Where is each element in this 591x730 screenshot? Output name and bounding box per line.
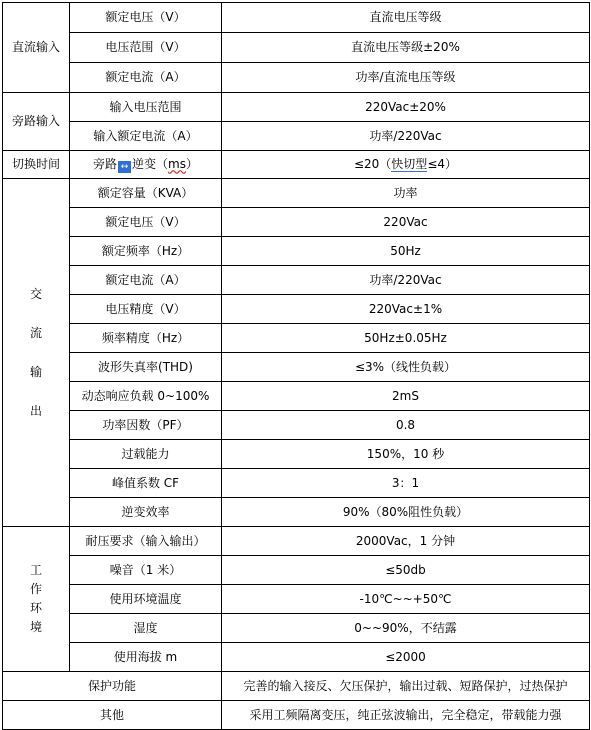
- table-row: [3, 440, 590, 469]
- table-row: [3, 179, 590, 208]
- table-row: [3, 527, 590, 556]
- section-dc-input: 直流输入: [3, 3, 70, 93]
- value-cell: 50Hz±0.05Hz: [222, 324, 590, 353]
- table-row: [3, 643, 590, 672]
- param-cell: 动态响应负载 0~100%: [70, 382, 222, 411]
- switch-param-prefix: 旁路: [93, 156, 118, 171]
- value-cell: 220Vac: [222, 208, 590, 237]
- table-row: [3, 122, 590, 151]
- table-row: [3, 93, 590, 122]
- value-cell: 90%（80%阻性负载）: [222, 498, 590, 527]
- section-environment: [3, 527, 70, 672]
- param-cell: [70, 151, 222, 179]
- double-arrow-icon: ↔: [118, 161, 131, 173]
- table-row: [3, 382, 590, 411]
- param-cell: 输入电压范围: [70, 93, 222, 122]
- section-char: 出: [29, 403, 42, 418]
- switch-value-suffix: ≤4）: [427, 157, 458, 171]
- table-row: [3, 33, 590, 63]
- section-char: 作: [29, 582, 42, 596]
- section-char: 工: [29, 563, 42, 577]
- table-row: [3, 498, 590, 527]
- protection-value: 完善的输入接反、欠压保护，输出过载、短路保护，过热保护: [222, 672, 590, 701]
- table-row: [3, 469, 590, 498]
- section-bypass-input: 旁路输入: [3, 93, 70, 151]
- param-cell: 湿度: [70, 614, 222, 643]
- table-row: [3, 556, 590, 585]
- table-row: [3, 585, 590, 614]
- value-cell: 0.8: [222, 411, 590, 440]
- param-cell: 额定电流（A）: [70, 266, 222, 295]
- value-cell: 功率/220Vac: [222, 122, 590, 151]
- other-value: 采用工频隔离变压，纯正弦波输出，完全稳定，带载能力强: [222, 701, 590, 730]
- value-cell: 直流电压等级: [222, 3, 590, 33]
- param-cell: 频率精度（Hz）: [70, 324, 222, 353]
- section-switch-time: 切换时间: [3, 151, 70, 179]
- section-char: 环: [29, 601, 42, 615]
- param-cell: 额定电流（A）: [70, 63, 222, 93]
- param-cell: 波形失真率(THD): [70, 353, 222, 382]
- value-cell: 220Vac±1%: [222, 295, 590, 324]
- value-cell: ≤3%（线性负载）: [222, 353, 590, 382]
- value-cell: 50Hz: [222, 237, 590, 266]
- switch-param-suffix: ）: [185, 156, 198, 171]
- table-row: [3, 3, 590, 33]
- section-ac-output: [3, 179, 70, 527]
- value-cell: 功率/直流电压等级: [222, 63, 590, 93]
- table-row: [3, 295, 590, 324]
- spec-table: [2, 2, 590, 730]
- section-char: 流: [29, 325, 42, 340]
- value-cell: 直流电压等级±20%: [222, 33, 590, 63]
- section-char: 境: [29, 620, 42, 634]
- other-label: 其他: [3, 701, 222, 730]
- table-row: [3, 353, 590, 382]
- table-row: [3, 614, 590, 643]
- switch-value-highlight: 快切型: [391, 157, 428, 171]
- table-row: [3, 411, 590, 440]
- value-cell: 3：1: [222, 469, 590, 498]
- table-row: [3, 266, 590, 295]
- section-char: 输: [29, 364, 42, 379]
- value-cell: 2mS: [222, 382, 590, 411]
- table-row: [3, 324, 590, 353]
- value-cell: 0~~90%，不结露: [222, 614, 590, 643]
- table-row: [3, 208, 590, 237]
- table-row: [3, 672, 590, 701]
- value-cell: 2000Vac，1 分钟: [222, 527, 590, 556]
- param-cell: 电压精度（V）: [70, 295, 222, 324]
- table-row: [3, 63, 590, 93]
- value-cell: 150%，10 秒: [222, 440, 590, 469]
- param-cell: 额定电压（V）: [70, 3, 222, 33]
- switch-value-prefix: ≤20（: [353, 157, 392, 171]
- param-cell: 逆变效率: [70, 498, 222, 527]
- param-cell: 峰值系数 CF: [70, 469, 222, 498]
- param-cell: 额定电压（V）: [70, 208, 222, 237]
- param-cell: 额定频率（Hz）: [70, 237, 222, 266]
- param-cell: 功率因数（PF）: [70, 411, 222, 440]
- value-cell: ≤2000: [222, 643, 590, 672]
- param-cell: 使用海拔 m: [70, 643, 222, 672]
- param-cell: 过载能力: [70, 440, 222, 469]
- value-cell: 功率: [222, 179, 590, 208]
- value-cell: ≤50db: [222, 556, 590, 585]
- value-cell: [222, 151, 590, 179]
- param-cell: 使用环境温度: [70, 585, 222, 614]
- value-cell: -10℃~~+50℃: [222, 585, 590, 614]
- section-char: 交: [29, 286, 42, 301]
- param-cell: 电压范围（V）: [70, 33, 222, 63]
- value-cell: 220Vac±20%: [222, 93, 590, 122]
- param-cell: 噪音（1 米）: [70, 556, 222, 585]
- table-row: [3, 237, 590, 266]
- param-cell: 输入额定电流（A）: [70, 122, 222, 151]
- switch-param-mid: 逆变（: [132, 156, 169, 171]
- table-row: [3, 701, 590, 730]
- switch-param-unit: ms: [168, 156, 186, 171]
- param-cell: 耐压要求（输入输出）: [70, 527, 222, 556]
- value-cell: 功率/220Vac: [222, 266, 590, 295]
- protection-label: 保护功能: [3, 672, 222, 701]
- param-cell: 额定容量（KVA）: [70, 179, 222, 208]
- table-row: [3, 151, 590, 179]
